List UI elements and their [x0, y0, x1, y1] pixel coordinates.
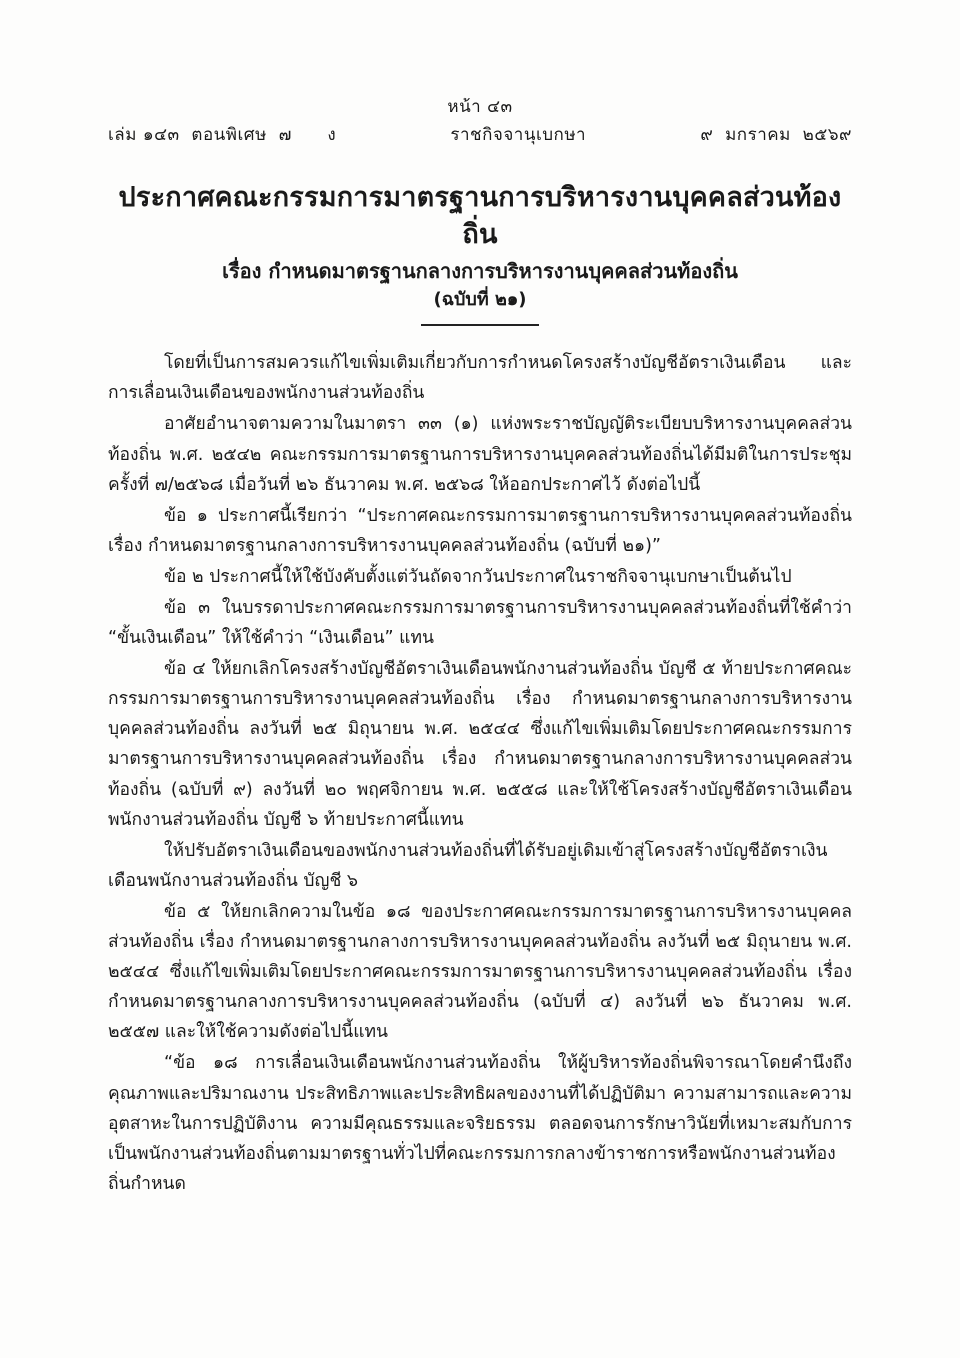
paragraph: ข้อ ๑ ประกาศนี้เรียกว่า “ประกาศคณะกรรมการมาตรฐานการบริหารงานบุคคลส่วนท้องถิ่น เรื่อง กำหนดมาตรฐานกลางการบริหารงานบุคคลส่วนท้องถิ่น (ฉบับที่ ๒๑)”	[108, 505, 852, 556]
paragraph: อาศัยอำนาจตามความในมาตรา ๓๓ (๑) แห่งพระราชบัญญัติระเบียบบริหารงานบุคคลส่วนท้องถิ่น พ.ศ. ๒๕๔๒ คณะกรรมการมาตรฐานการบริหารงานบุคคลส่วนท้องถิ่นได้มีมติในการประชุมครั้งที่ ๗/๒๕๖๘ เมื่อวันที่ ๒๖ ธันวาคม พ.ศ. ๒๕๖๘ ให้ออกประกาศไว้ ดังต่อไปนี้	[108, 414, 852, 495]
page-title: ประกาศคณะกรรมการมาตรฐานการบริหารงานบุคคลส่วนท้องถิ่น	[118, 182, 842, 250]
paragraph: “ข้อ ๑๘ การเลื่อนเงินเดือนพนักงานส่วนท้องถิ่น ให้ผู้บริหารท้องถิ่นพิจารณาโดยคำนึงถึงคุณภาพและปริมาณงาน ประสิทธิภาพและประสิทธิผลของงานที่ได้ปฏิบัติมา ความสามารถและความอุตสาหะในการปฏิบัติงาน ความมีคุณธรรมและจริยธรรม ตลอดจนการรักษาวินัยที่เหมาะสมกับการเป็นพนักงานส่วนท้องถิ่นตามมาตรฐานทั่วไปที่คณะกรรมการกลางข้าราชการหรือพนักงานส่วนท้องถิ่นกำหนด	[108, 1053, 852, 1194]
document-body	[108, 348, 852, 1199]
paragraph: ให้ปรับอัตราเงินเดือนของพนักงานส่วนท้องถิ่นที่ได้รับอยู่เดิมเข้าสู่โครงสร้างบัญชีอัตราเงินเดือนพนักงานส่วนท้องถิ่น บัญชี ๖	[108, 840, 828, 891]
page-number-label: หน้า ๔๓	[447, 97, 513, 117]
publication-date: ๙ มกราคม ๒๕๖๙	[700, 125, 852, 146]
paragraph: ข้อ ๔ ให้ยกเลิกโครงสร้างบัญชีอัตราเงินเดือนพนักงานส่วนท้องถิ่น บัญชี ๕ ท้ายประกาศคณะกรรมการมาตรฐานการบริหารงานบุคคลส่วนท้องถิ่น เรื่อง กำหนดมาตรฐานกลางการบริหารงานบุคคลส่วนท้องถิ่น ลงวันที่ ๒๕ มิถุนายน พ.ศ. ๒๕๔๔ ซึ่งแก้ไขเพิ่มเติมโดยประกาศคณะกรรมการมาตรฐานการบริหารงานบุคคลส่วนท้องถิ่น เรื่อง กำหนดมาตรฐานกลางการบริหารงานบุคคลส่วนท้องถิ่น (ฉบับที่ ๙) ลงวันที่ ๒๐ พฤศจิกายน พ.ศ. ๒๕๕๘ และให้ใช้โครงสร้างบัญชีอัตราเงินเดือนพนักงานส่วนท้องถิ่น บัญชี ๖ ท้ายประกาศนี้แทน	[108, 659, 852, 830]
document-edition: (ฉบับที่ ๒๑)	[433, 289, 527, 311]
paragraph: ข้อ ๒ ประกาศนี้ให้ใช้บังคับตั้งแต่วันถัดจากวันประกาศในราชกิจจานุเบกษาเป็นต้นไป	[164, 566, 792, 587]
document-content	[108, 96, 852, 1200]
paragraph: ข้อ ๓ ในบรรดาประกาศคณะกรรมการมาตรฐานการบริหารงานบุคคลส่วนท้องถิ่นที่ใช้คำว่า “ขั้นเงินเดือน” ให้ใช้คำว่า “เงินเดือน” แทน	[108, 598, 852, 649]
paragraph: โดยที่เป็นการสมควรแก้ไขเพิ่มเติมเกี่ยวกับการกำหนดโครงสร้างบัญชีอัตราเงินเดือน และการเลื่อนเงินเดือนของพนักงานส่วนท้องถิ่น	[108, 353, 852, 404]
running-head	[108, 124, 852, 146]
document-subject: เรื่อง กำหนดมาตรฐานกลางการบริหารงานบุคคลส่วนท้องถิ่น	[222, 259, 738, 284]
paragraph: ข้อ ๕ ให้ยกเลิกความในข้อ ๑๘ ของประกาศคณะกรรมการมาตรฐานการบริหารงานบุคคลส่วนท้องถิ่น เรื่อง กำหนดมาตรฐานกลางการบริหารงานบุคคลส่วนท้องถิ่น ลงวันที่ ๒๕ มิถุนายน พ.ศ. ๒๕๔๔ ซึ่งแก้ไขเพิ่มเติมโดยประกาศคณะกรรมการมาตรฐานการบริหารงานบุคคลส่วนท้องถิ่น เรื่อง กำหนดมาตรฐานกลางการบริหารงานบุคคลส่วนท้องถิ่น (ฉบับที่ ๔) ลงวันที่ ๒๖ ธันวาคม พ.ศ. ๒๕๕๗ และให้ใช้ความดังต่อไปนี้แทน	[108, 901, 852, 1043]
volume-info: เล่ม ๑๔๓ ตอนพิเศษ ๗ ง	[108, 125, 337, 146]
title-divider	[421, 324, 539, 326]
gazette-name: ราชกิจจานุเบกษา	[450, 125, 587, 146]
